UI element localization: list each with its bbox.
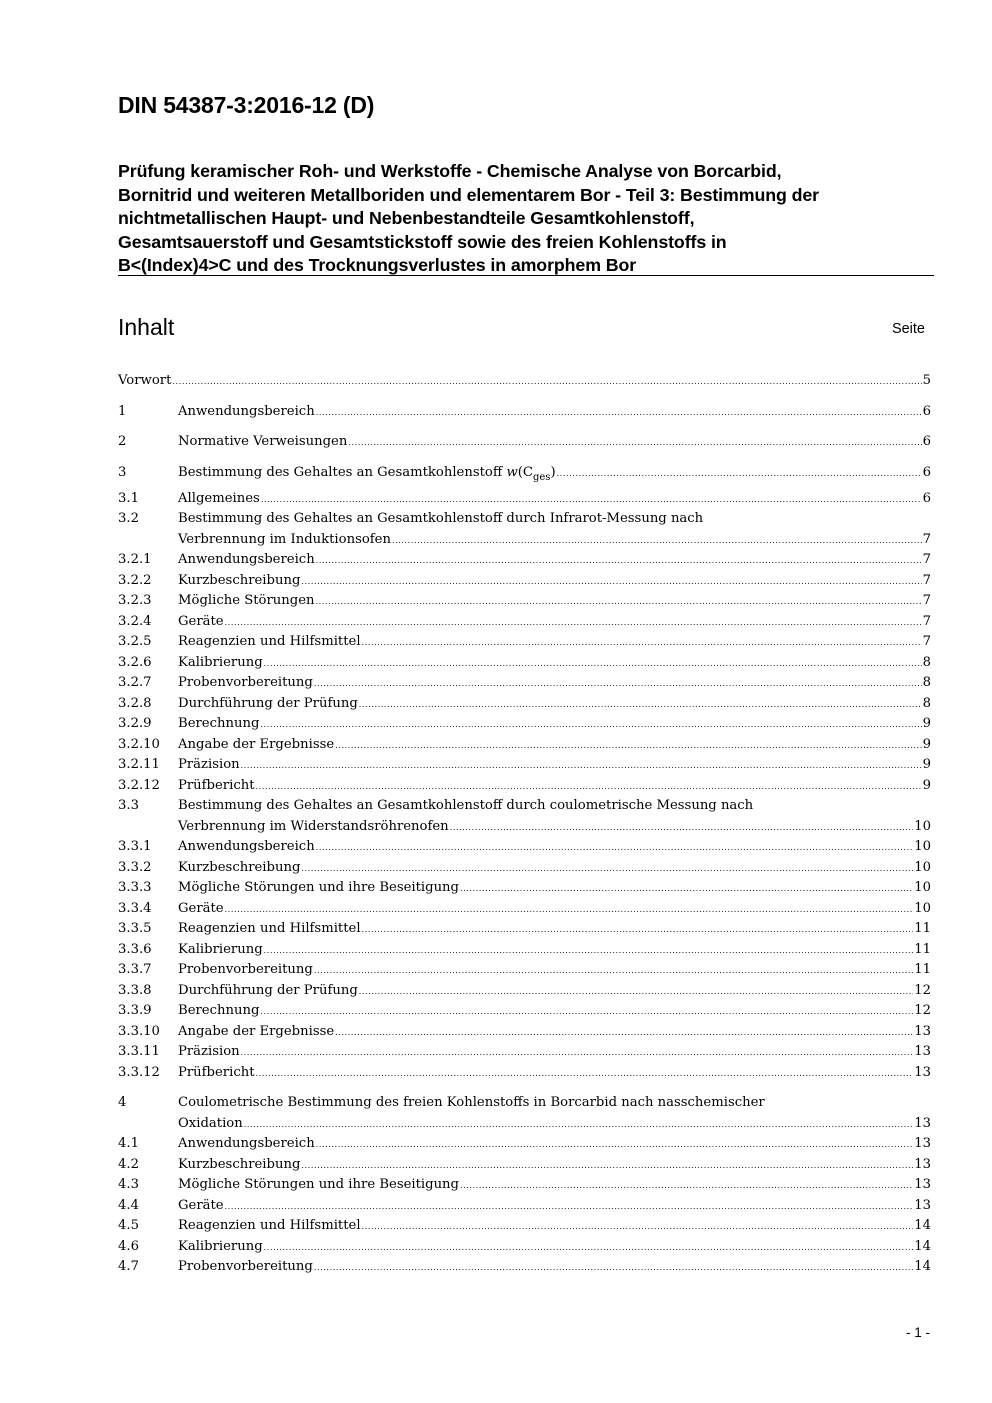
toc-entry-label: Angabe der Ergebnisse bbox=[178, 736, 335, 752]
toc-entry-number: 3.3.1 bbox=[118, 839, 152, 854]
toc-dot-leader bbox=[225, 900, 914, 921]
toc-line bbox=[118, 371, 931, 393]
toc-line bbox=[178, 714, 931, 736]
toc-line bbox=[178, 878, 931, 900]
toc-dot-leader bbox=[264, 654, 922, 675]
toc-line bbox=[178, 1237, 931, 1259]
toc-entry-body bbox=[178, 694, 931, 716]
toc-entry-body bbox=[178, 1237, 931, 1259]
toc-entry-number: 3.2.2 bbox=[118, 572, 152, 588]
title-line: Prüfung keramischer Roh- und Werkstoffe - Chemische Analyse von Borcarbid, bbox=[118, 161, 782, 181]
toc-line bbox=[178, 1175, 931, 1197]
toc-entry-page: 14 bbox=[914, 1238, 931, 1254]
toc-entry-page: 10 bbox=[914, 880, 931, 895]
toc-entry-body bbox=[178, 432, 931, 454]
toc-entry-number: 4 bbox=[118, 1095, 127, 1110]
toc-entry-page: 7 bbox=[922, 531, 931, 547]
toc-entry[interactable] bbox=[118, 591, 931, 612]
toc-entry-number: 3.2.4 bbox=[118, 613, 152, 629]
toc-entry-page: 9 bbox=[922, 736, 931, 752]
toc-entry-page: 13 bbox=[914, 1115, 931, 1131]
toc-entry-label: Reagenzien und Hilfsmittel bbox=[178, 921, 361, 936]
toc-entry-label: Prüfbericht bbox=[178, 1064, 255, 1080]
toc-entry-page: 7 bbox=[922, 613, 931, 629]
math-open: (C bbox=[517, 464, 533, 480]
toc-entry-body bbox=[178, 776, 931, 798]
toc-entry-body bbox=[178, 796, 931, 838]
toc-entry-number: 3.2.10 bbox=[118, 736, 160, 752]
math-variable: w bbox=[506, 464, 518, 480]
toc-entry-label: Prüfbericht bbox=[178, 777, 255, 793]
toc-dot-leader bbox=[314, 674, 922, 695]
toc-dot-leader bbox=[460, 1176, 913, 1197]
toc-entry-body bbox=[178, 1216, 931, 1238]
toc-entry-page: 9 bbox=[922, 716, 931, 731]
toc-dot-leader bbox=[362, 1217, 914, 1238]
toc-entry[interactable] bbox=[118, 1196, 931, 1217]
toc-entry-number: 3.3 bbox=[118, 798, 139, 813]
toc-entry[interactable] bbox=[118, 1257, 931, 1278]
toc-line bbox=[178, 1134, 931, 1156]
toc-entry[interactable] bbox=[118, 1042, 931, 1063]
toc-entry-label: Geräte bbox=[178, 900, 224, 916]
toc-dot-leader bbox=[264, 941, 914, 962]
toc-entry[interactable] bbox=[118, 694, 931, 715]
toc-entry-number: 4.1 bbox=[118, 1136, 139, 1151]
toc-entry-page: 7 bbox=[922, 552, 931, 567]
toc-line bbox=[178, 981, 931, 1003]
toc-entry-number: 4.5 bbox=[118, 1218, 139, 1233]
toc-entry-number: 3.2.7 bbox=[118, 675, 152, 690]
toc-line bbox=[178, 817, 931, 839]
title-line: Bornitrid und weiteren Metallboriden und elementarem Bor - Teil 3: Bestimmung der bbox=[118, 184, 819, 205]
toc-line bbox=[178, 735, 931, 757]
toc-entry-body bbox=[178, 981, 931, 1003]
toc-entry[interactable] bbox=[118, 571, 931, 592]
toc-entry[interactable] bbox=[118, 981, 931, 1002]
toc-entry-page: 10 bbox=[914, 818, 931, 834]
toc-line bbox=[178, 960, 931, 982]
toc-entry[interactable] bbox=[118, 1001, 931, 1022]
toc-entry-label-line1: Bestimmung des Gehaltes an Gesamtkohlenstoff durch Infrarot-Messung nach bbox=[178, 511, 704, 526]
toc-line bbox=[178, 591, 931, 613]
toc-entry-page: 6 bbox=[922, 464, 931, 480]
toc-line bbox=[178, 858, 931, 880]
toc-entry-page: 8 bbox=[922, 695, 931, 711]
toc-entry-label: Anwendungsbereich bbox=[178, 1136, 315, 1151]
toc-entry[interactable] bbox=[118, 432, 931, 453]
toc-entry-page: 13 bbox=[914, 1136, 931, 1151]
toc-entry-page: 7 bbox=[922, 634, 931, 649]
toc-entry-label: Probenvorbereitung bbox=[178, 962, 313, 977]
toc-entry[interactable] bbox=[118, 919, 931, 940]
toc-entry-label: Angabe der Ergebnisse bbox=[178, 1023, 335, 1039]
toc-entry[interactable] bbox=[118, 489, 931, 510]
toc-entry-page: 11 bbox=[914, 921, 931, 936]
table-of-contents bbox=[118, 371, 931, 1278]
toc-line bbox=[178, 653, 931, 675]
toc-entry-label: Kurzbeschreibung bbox=[178, 572, 301, 588]
toc-entry-number: 3.3.3 bbox=[118, 880, 152, 895]
toc-entry-body bbox=[178, 899, 931, 921]
toc-entry-body bbox=[178, 1257, 931, 1279]
toc-dot-leader bbox=[359, 695, 922, 716]
toc-entry-body bbox=[178, 1134, 931, 1156]
toc-entry-body bbox=[178, 673, 931, 695]
toc-entry-number: 3.2.6 bbox=[118, 654, 152, 670]
toc-line bbox=[178, 694, 931, 716]
toc-dot-leader bbox=[241, 756, 922, 777]
toc-dot-leader bbox=[256, 777, 922, 798]
toc-dot-leader bbox=[260, 1002, 913, 1023]
toc-entry-number: 3.2 bbox=[118, 511, 139, 526]
toc-entry-body bbox=[118, 371, 931, 393]
toc-dot-leader bbox=[301, 1156, 913, 1177]
toc-entry[interactable] bbox=[118, 1063, 931, 1084]
toc-entry-label: Durchführung der Prüfung bbox=[178, 982, 358, 998]
toc-entry-label: Probenvorbereitung bbox=[178, 675, 313, 690]
toc-entry[interactable] bbox=[118, 1093, 931, 1134]
toc-entry-body bbox=[178, 837, 931, 859]
toc-entry[interactable] bbox=[118, 673, 931, 694]
toc-entry-body bbox=[178, 735, 931, 757]
toc-entry-page: 14 bbox=[914, 1259, 931, 1274]
toc-dot-leader bbox=[244, 1115, 913, 1136]
toc-entry-label: Präzision bbox=[178, 757, 240, 772]
toc-line bbox=[178, 571, 931, 593]
toc-dot-leader bbox=[335, 736, 921, 757]
toc-entry[interactable] bbox=[118, 1175, 931, 1196]
toc-dot-leader bbox=[301, 572, 921, 593]
toc-entry-page: 6 bbox=[922, 490, 931, 506]
toc-entry-number: 3.2.12 bbox=[118, 777, 160, 793]
toc-entry-body bbox=[178, 1155, 931, 1177]
toc-line bbox=[178, 919, 931, 941]
toc-entry-body bbox=[178, 1175, 931, 1197]
toc-entry-label: Berechnung bbox=[178, 1003, 260, 1018]
toc-line bbox=[178, 1196, 931, 1218]
toc-entry-number: 3.3.9 bbox=[118, 1003, 152, 1018]
toc-entry-label: Präzision bbox=[178, 1044, 240, 1059]
toc-entry-label: Durchführung der Prüfung bbox=[178, 695, 358, 711]
toc-line bbox=[178, 432, 931, 454]
toc-entry[interactable] bbox=[118, 550, 931, 571]
toc-entry-label: Reagenzien und Hilfsmittel bbox=[178, 634, 361, 649]
toc-entry-number: 3.3.6 bbox=[118, 941, 152, 957]
toc-entry-label bbox=[178, 463, 556, 485]
toc-entry-number: 3.3.2 bbox=[118, 859, 152, 875]
toc-dot-leader bbox=[316, 551, 922, 572]
title-divider bbox=[118, 275, 934, 276]
toc-entry-number: 4.7 bbox=[118, 1259, 139, 1274]
toc-entry-page: 13 bbox=[914, 1177, 931, 1192]
toc-entry-label: Kalibrierung bbox=[178, 1238, 263, 1254]
toc-entry-label-line1: Bestimmung des Gehaltes an Gesamtkohlenstoff durch coulometrische Messung nach bbox=[178, 798, 754, 813]
toc-entry-page: 12 bbox=[914, 982, 931, 998]
toc-dot-leader bbox=[256, 1064, 914, 1085]
toc-line bbox=[178, 632, 931, 654]
toc-line bbox=[178, 1063, 931, 1085]
toc-entry-label: Geräte bbox=[178, 1197, 224, 1213]
toc-entry-label: Kurzbeschreibung bbox=[178, 859, 301, 875]
toc-entry[interactable] bbox=[118, 402, 931, 423]
toc-entry-page: 7 bbox=[922, 593, 931, 608]
toc-entry-body bbox=[178, 550, 931, 572]
toc-entry[interactable] bbox=[118, 858, 931, 879]
toc-entry[interactable] bbox=[118, 1022, 931, 1043]
toc-entry-body bbox=[178, 612, 931, 634]
toc-dot-leader bbox=[301, 859, 913, 880]
toc-line bbox=[178, 489, 931, 511]
toc-entry[interactable] bbox=[118, 776, 931, 797]
toc-entry-label-line2: Verbrennung im Widerstandsröhrenofen bbox=[178, 818, 449, 834]
toc-entry-label-line2: Oxidation bbox=[178, 1115, 243, 1131]
toc-entry[interactable] bbox=[118, 612, 931, 633]
toc-line bbox=[178, 776, 931, 798]
toc-dot-leader bbox=[316, 1135, 914, 1156]
toc-entry-body bbox=[178, 1022, 931, 1044]
toc-entry-body bbox=[178, 714, 931, 736]
toc-entry-number: 3.3.11 bbox=[118, 1044, 160, 1059]
toc-entry-label: Kurzbeschreibung bbox=[178, 1156, 301, 1172]
toc-dot-leader bbox=[348, 433, 921, 454]
toc-dot-leader bbox=[362, 633, 922, 654]
toc-entry-page: 6 bbox=[922, 403, 931, 419]
toc-entry[interactable] bbox=[118, 899, 931, 920]
toc-entry-page: 9 bbox=[922, 777, 931, 793]
toc-entry-number: 4.6 bbox=[118, 1238, 139, 1254]
toc-entry-label: Probenvorbereitung bbox=[178, 1259, 313, 1274]
title-line: B<(Index)4>C und des Trocknungsverlustes in amorphem Bor bbox=[118, 255, 637, 275]
toc-dot-leader bbox=[392, 531, 922, 552]
toc-entry[interactable] bbox=[118, 735, 931, 756]
toc-entry-number: 3.2.3 bbox=[118, 593, 152, 608]
toc-entry[interactable] bbox=[118, 1155, 931, 1176]
toc-entry-label: Kalibrierung bbox=[178, 654, 263, 670]
toc-entry-number: 3.3.7 bbox=[118, 962, 152, 977]
toc-line bbox=[178, 463, 931, 485]
toc-entry-body bbox=[178, 919, 931, 941]
toc-entry[interactable] bbox=[118, 878, 931, 899]
toc-entry-number: 3.3.10 bbox=[118, 1023, 160, 1039]
toc-entry-page: 10 bbox=[914, 839, 931, 854]
toc-entry-body bbox=[178, 463, 931, 485]
toc-line bbox=[178, 1042, 931, 1064]
toc-entry-number: 3.3.8 bbox=[118, 982, 152, 998]
toc-dot-leader bbox=[314, 1258, 913, 1279]
toc-entry-page: 10 bbox=[914, 859, 931, 875]
document-title bbox=[118, 160, 930, 278]
math-subscript: ges bbox=[532, 471, 551, 483]
toc-entry-page: 13 bbox=[914, 1156, 931, 1172]
toc-entry-label: Allgemeines bbox=[178, 490, 260, 506]
toc-page-column-label: Seite bbox=[891, 321, 925, 337]
toc-entry-page: 8 bbox=[922, 675, 931, 690]
toc-dot-leader bbox=[557, 464, 922, 485]
toc-entry-body bbox=[178, 1093, 931, 1135]
toc-dot-leader bbox=[225, 613, 922, 634]
toc-entry-page: 12 bbox=[914, 1003, 931, 1018]
toc-entry-number: 3.3.5 bbox=[118, 921, 152, 936]
toc-entry-body bbox=[178, 755, 931, 777]
toc-entry-body bbox=[178, 632, 931, 654]
toc-dot-leader bbox=[261, 490, 922, 511]
toc-entry-number: 3.1 bbox=[118, 490, 139, 506]
toc-entry-body bbox=[178, 509, 931, 551]
toc-entry[interactable] bbox=[118, 1237, 931, 1258]
toc-entry[interactable] bbox=[118, 960, 931, 981]
toc-line bbox=[178, 673, 931, 695]
toc-entry-number: 4.2 bbox=[118, 1156, 139, 1172]
toc-entry-page: 13 bbox=[914, 1197, 931, 1213]
toc-line bbox=[178, 1216, 931, 1238]
page-number: - 1 - bbox=[905, 1325, 930, 1340]
toc-dot-leader bbox=[241, 1043, 914, 1064]
toc-entry-label: Normative Verweisungen bbox=[178, 434, 348, 449]
toc-entry-page: 11 bbox=[914, 941, 931, 957]
toc-line bbox=[178, 1114, 931, 1136]
toc-entry[interactable] bbox=[118, 653, 931, 674]
toc-entry-number: 3.2.11 bbox=[118, 757, 160, 772]
toc-entry-number: 3 bbox=[118, 464, 127, 480]
toc-entry-page: 13 bbox=[914, 1064, 931, 1080]
toc-line bbox=[178, 755, 931, 777]
toc-line bbox=[178, 612, 931, 634]
toc-entry-number: 3.2.1 bbox=[118, 552, 152, 567]
toc-entry[interactable] bbox=[118, 1134, 931, 1155]
toc-entry-label: Mögliche Störungen bbox=[178, 593, 315, 608]
toc-entry-label: Mögliche Störungen und ihre Beseitigung bbox=[178, 880, 459, 895]
toc-entry-page: 9 bbox=[922, 757, 931, 772]
toc-line bbox=[178, 1257, 931, 1279]
toc-entry-label: Vorwort bbox=[118, 373, 172, 388]
toc-entry-page: 6 bbox=[922, 434, 931, 449]
toc-entry[interactable] bbox=[118, 463, 931, 489]
toc-dot-leader bbox=[225, 1197, 914, 1218]
toc-dot-leader bbox=[264, 1238, 914, 1259]
toc-entry-page: 11 bbox=[914, 962, 931, 977]
toc-entry-label: Kalibrierung bbox=[178, 941, 263, 957]
toc-entry-body bbox=[178, 878, 931, 900]
toc-entry-body bbox=[178, 1001, 931, 1023]
toc-entry[interactable] bbox=[118, 509, 931, 550]
toc-entry-number: 3.2.5 bbox=[118, 634, 152, 649]
toc-entry-page: 8 bbox=[922, 654, 931, 670]
toc-dot-leader bbox=[314, 961, 913, 982]
toc-dot-leader bbox=[450, 818, 914, 839]
toc-line bbox=[178, 940, 931, 962]
document-id: DIN 54387-3:2016-12 (D) bbox=[118, 92, 375, 118]
toc-entry-number: 3.2.8 bbox=[118, 695, 152, 711]
toc-dot-leader bbox=[260, 715, 921, 736]
toc-entry-number: 2 bbox=[118, 434, 127, 449]
toc-entry[interactable] bbox=[118, 837, 931, 858]
math-close: ) bbox=[550, 464, 556, 480]
toc-label-text: Bestimmung des Gehaltes an Gesamtkohlenstoff bbox=[178, 464, 503, 480]
toc-entry-label: Geräte bbox=[178, 613, 224, 629]
title-line: nichtmetallischen Haupt- und Nebenbestandteile Gesamtkohlenstoff, bbox=[118, 208, 695, 228]
toc-entry-number: 1 bbox=[118, 403, 127, 419]
toc-entry-page: 13 bbox=[914, 1023, 931, 1039]
toc-entry-number: 3.2.9 bbox=[118, 716, 152, 731]
toc-line bbox=[178, 837, 931, 859]
toc-entry-body bbox=[178, 960, 931, 982]
toc-line bbox=[178, 530, 931, 552]
toc-entry[interactable] bbox=[118, 632, 931, 653]
toc-entry[interactable] bbox=[118, 714, 931, 735]
toc-entry-number: 4.4 bbox=[118, 1197, 139, 1213]
toc-dot-leader bbox=[335, 1023, 913, 1044]
toc-line bbox=[178, 1155, 931, 1177]
toc-entry-label: Berechnung bbox=[178, 716, 260, 731]
toc-dot-leader bbox=[316, 403, 922, 424]
toc-entry-number: 4.3 bbox=[118, 1177, 139, 1192]
toc-entry-body bbox=[178, 591, 931, 613]
toc-entry-label: Anwendungsbereich bbox=[178, 839, 315, 854]
toc-entry-label: Reagenzien und Hilfsmittel bbox=[178, 1218, 361, 1233]
toc-entry-body bbox=[178, 1196, 931, 1218]
toc-line bbox=[178, 1022, 931, 1044]
toc-entry-body bbox=[178, 1063, 931, 1085]
toc-entry-page: 14 bbox=[914, 1218, 931, 1233]
toc-entry-page: 7 bbox=[922, 572, 931, 588]
toc-entry-page: 10 bbox=[914, 900, 931, 916]
toc-dot-leader bbox=[362, 920, 914, 941]
toc-line bbox=[178, 1001, 931, 1023]
toc-dot-leader bbox=[359, 982, 913, 1003]
toc-entry-body bbox=[178, 402, 931, 424]
toc-entry-page: 13 bbox=[914, 1044, 931, 1059]
toc-entry-body bbox=[178, 489, 931, 511]
toc-entry-label-line2: Verbrennung im Induktionsofen bbox=[178, 531, 391, 547]
toc-entry-number: 3.3.4 bbox=[118, 900, 152, 916]
toc-line bbox=[178, 550, 931, 572]
toc-entry-body bbox=[178, 653, 931, 675]
toc-entry-label: Anwendungsbereich bbox=[178, 403, 315, 419]
toc-entry-label: Mögliche Störungen und ihre Beseitigung bbox=[178, 1177, 459, 1192]
toc-entry-label-line1: Coulometrische Bestimmung des freien Kohlenstoffs in Borcarbid nach nasschemischer bbox=[178, 1095, 765, 1110]
title-line: Gesamtsauerstoff und Gesamtstickstoff sowie des freien Kohlenstoffs in bbox=[118, 231, 727, 252]
toc-entry-label: Anwendungsbereich bbox=[178, 552, 315, 567]
toc-line bbox=[178, 402, 931, 424]
toc-entry[interactable] bbox=[118, 796, 931, 837]
toc-dot-leader bbox=[172, 372, 921, 393]
toc-line bbox=[178, 899, 931, 921]
toc-dot-leader bbox=[316, 838, 914, 859]
toc-dot-leader bbox=[460, 879, 913, 900]
toc-entry[interactable] bbox=[118, 755, 931, 776]
toc-entry[interactable] bbox=[118, 1216, 931, 1237]
toc-entry[interactable] bbox=[118, 940, 931, 961]
toc-entry-body bbox=[178, 940, 931, 962]
toc-heading: Inhalt bbox=[118, 314, 175, 340]
toc-entry-body bbox=[178, 858, 931, 880]
toc-entry-number: 3.3.12 bbox=[118, 1064, 160, 1080]
toc-entry-page: 5 bbox=[922, 373, 931, 388]
toc-entry-body bbox=[178, 571, 931, 593]
toc-entry-vorwort[interactable] bbox=[118, 371, 931, 392]
toc-entry-body bbox=[178, 1042, 931, 1064]
toc-dot-leader bbox=[316, 592, 922, 613]
